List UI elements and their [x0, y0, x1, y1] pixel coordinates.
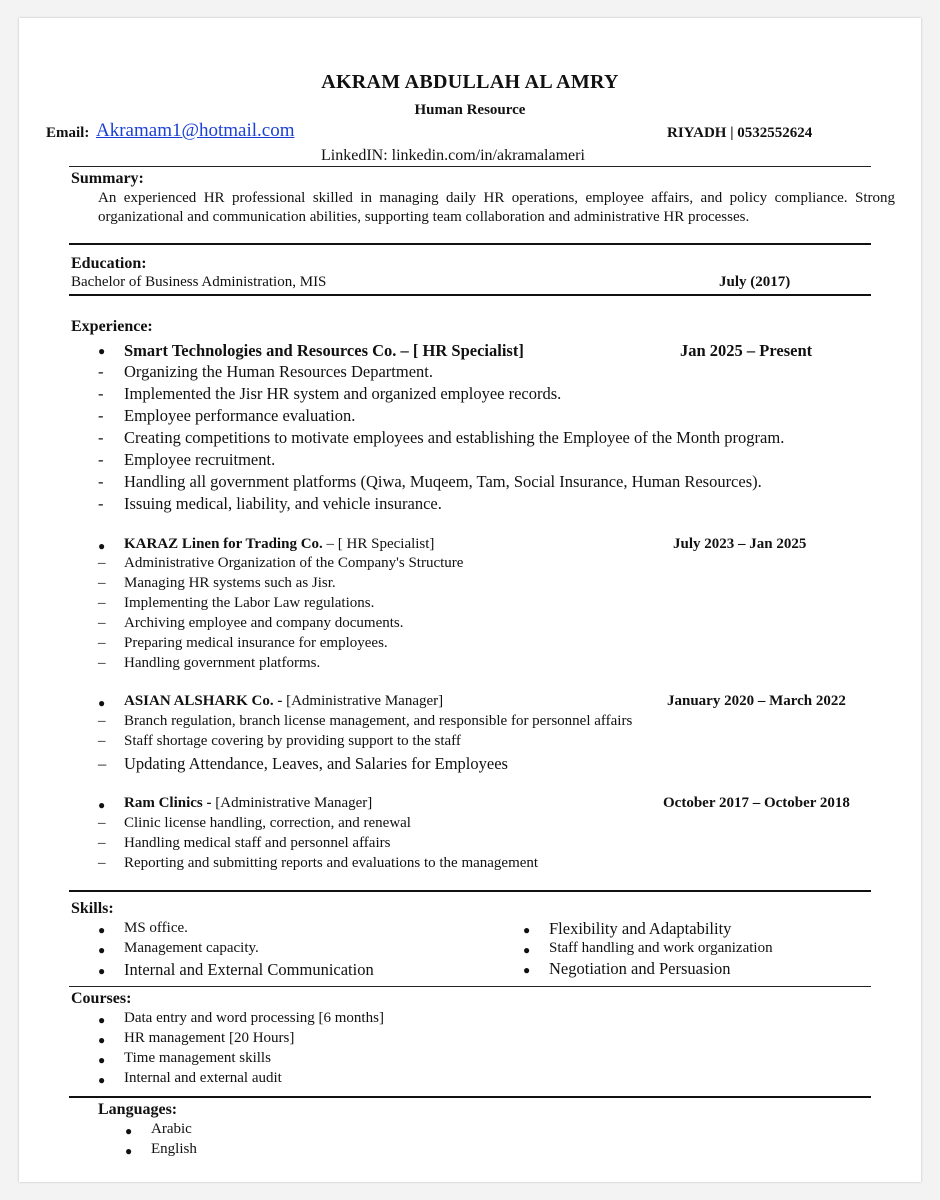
skill-bullet: ●	[98, 923, 106, 937]
job-bullet: ●	[98, 798, 106, 812]
experience-divider	[69, 890, 871, 892]
duty-item: Handling all government platforms (Qiwa, Muqeem, Tam, Social Insurance, Human Resources).	[124, 472, 762, 491]
course-bullet: ●	[98, 1013, 106, 1027]
duty-item: Creating competitions to motivate employees and establishing the Employee of the Month program.	[124, 428, 785, 447]
duty-item: Staff shortage covering by providing support to the staff	[124, 733, 461, 749]
courses-heading: Courses:	[71, 990, 132, 1007]
duty-dash: –	[98, 615, 106, 631]
job-bullet: ●	[98, 344, 106, 358]
duty-dash: -	[98, 494, 104, 513]
header-divider	[69, 166, 871, 167]
job-date: Jan 2025 – Present	[680, 341, 813, 360]
job-bullet: ●	[98, 696, 106, 710]
duty-item: Implementing the Labor Law regulations.	[124, 595, 375, 611]
duty-item: Archiving employee and company documents.	[124, 615, 404, 631]
duty-dash: -	[98, 428, 104, 447]
duty-dash: -	[98, 450, 104, 469]
duty-item: Clinic license handling, correction, and renewal	[124, 815, 411, 831]
duty-dash: –	[98, 555, 106, 571]
job-bullet: ●	[98, 539, 106, 553]
skill-item: Management capacity.	[124, 940, 259, 956]
course-bullet: ●	[98, 1073, 106, 1087]
duty-dash: -	[98, 406, 104, 425]
language-item: English	[151, 1141, 197, 1157]
duty-dash: –	[98, 733, 106, 749]
duty-dash: –	[98, 635, 106, 651]
duty-item: Organizing the Human Resources Department.	[124, 362, 433, 381]
duty-item: Issuing medical, liability, and vehicle insurance.	[124, 494, 442, 513]
duty-item: Updating Attendance, Leaves, and Salaries for Employees	[124, 754, 508, 773]
duty-dash: –	[98, 754, 107, 773]
job-date: January 2020 – March 2022	[667, 693, 846, 709]
duty-item: Handling government platforms.	[124, 655, 321, 671]
skill-bullet: ●	[98, 943, 106, 957]
job-date: July 2023 – Jan 2025	[673, 536, 807, 552]
summary-text: An experienced HR professional skilled in managing daily HR operations, employee affairs, and policy compliance. Strong organizational and communication abilities, supporting team collaboration and administrative HR processes.	[98, 190, 895, 225]
duty-dash: –	[98, 655, 106, 671]
duty-dash: –	[98, 855, 106, 871]
skill-bullet: ●	[523, 963, 531, 977]
job-title: Ram Clinics - [Administrative Manager]	[124, 795, 373, 811]
job-title: Smart Technologies and Resources Co. – [ HR Specialist]	[124, 341, 524, 360]
courses-divider	[69, 1096, 871, 1098]
duty-item: Employee recruitment.	[124, 450, 276, 469]
course-bullet: ●	[98, 1053, 106, 1067]
languages-heading: Languages:	[98, 1101, 178, 1118]
duty-item: Implemented the Jisr HR system and organized employee records.	[124, 384, 562, 403]
language-item: Arabic	[151, 1121, 192, 1137]
summary-divider	[69, 243, 871, 245]
summary-heading: Summary:	[71, 170, 144, 187]
duty-item: Employee performance evaluation.	[124, 406, 356, 425]
duty-item: Reporting and submitting reports and evaluations to the management	[124, 855, 539, 871]
skill-item: Negotiation and Persuasion	[549, 959, 731, 978]
duty-dash: –	[98, 575, 106, 591]
skills-divider	[69, 986, 871, 987]
education-date: July (2017)	[719, 274, 791, 290]
duty-dash: –	[98, 595, 106, 611]
candidate-name: AKRAM ABDULLAH AL AMRY	[321, 71, 619, 93]
duty-item: Branch regulation, branch license management, and responsible for personnel affairs	[124, 713, 633, 729]
duty-dash: -	[98, 384, 104, 403]
candidate-title: Human Resource	[414, 102, 526, 118]
job-title: ASIAN ALSHARK Co. - [Administrative Manager]	[124, 693, 444, 709]
course-item: Time management skills	[124, 1050, 271, 1066]
course-item: Internal and external audit	[124, 1070, 282, 1086]
email-link[interactable]: Akramam1@hotmail.com	[96, 120, 295, 141]
language-bullet: ●	[125, 1144, 133, 1158]
duty-dash: -	[98, 362, 104, 381]
education-heading: Education:	[71, 255, 147, 272]
education-degree: Bachelor of Business Administration, MIS	[71, 274, 327, 290]
duty-dash: –	[98, 815, 106, 831]
skill-bullet: ●	[523, 923, 531, 937]
duty-item: Preparing medical insurance for employees.	[124, 635, 388, 651]
duty-dash: –	[98, 713, 106, 729]
course-bullet: ●	[98, 1033, 106, 1047]
skill-item: MS office.	[124, 920, 188, 936]
duty-dash: -	[98, 472, 104, 491]
location-phone: RIYADH | 0532552624	[667, 125, 813, 141]
course-item: Data entry and word processing [6 months]	[124, 1010, 384, 1026]
skill-item: Internal and External Communication	[124, 960, 374, 979]
email-label: Email:	[46, 125, 90, 141]
education-divider	[69, 294, 871, 296]
linkedin-text: LinkedIN: linkedin.com/in/akramalameri	[321, 147, 585, 164]
language-bullet: ●	[125, 1124, 133, 1138]
skill-bullet: ●	[98, 964, 106, 978]
duty-item: Managing HR systems such as Jisr.	[124, 575, 336, 591]
duty-dash: –	[98, 835, 106, 851]
duty-item: Administrative Organization of the Company's Structure	[124, 555, 464, 571]
job-title: KARAZ Linen for Trading Co. – [ HR Specialist]	[124, 536, 435, 552]
skill-bullet: ●	[523, 943, 531, 957]
skills-heading: Skills:	[71, 900, 114, 917]
course-item: HR management [20 Hours]	[124, 1030, 295, 1046]
skill-item: Flexibility and Adaptability	[549, 919, 732, 938]
experience-heading: Experience:	[71, 318, 153, 335]
job-date: October 2017 – October 2018	[663, 795, 850, 811]
skill-item: Staff handling and work organization	[549, 940, 773, 956]
duty-item: Handling medical staff and personnel affairs	[124, 835, 391, 851]
